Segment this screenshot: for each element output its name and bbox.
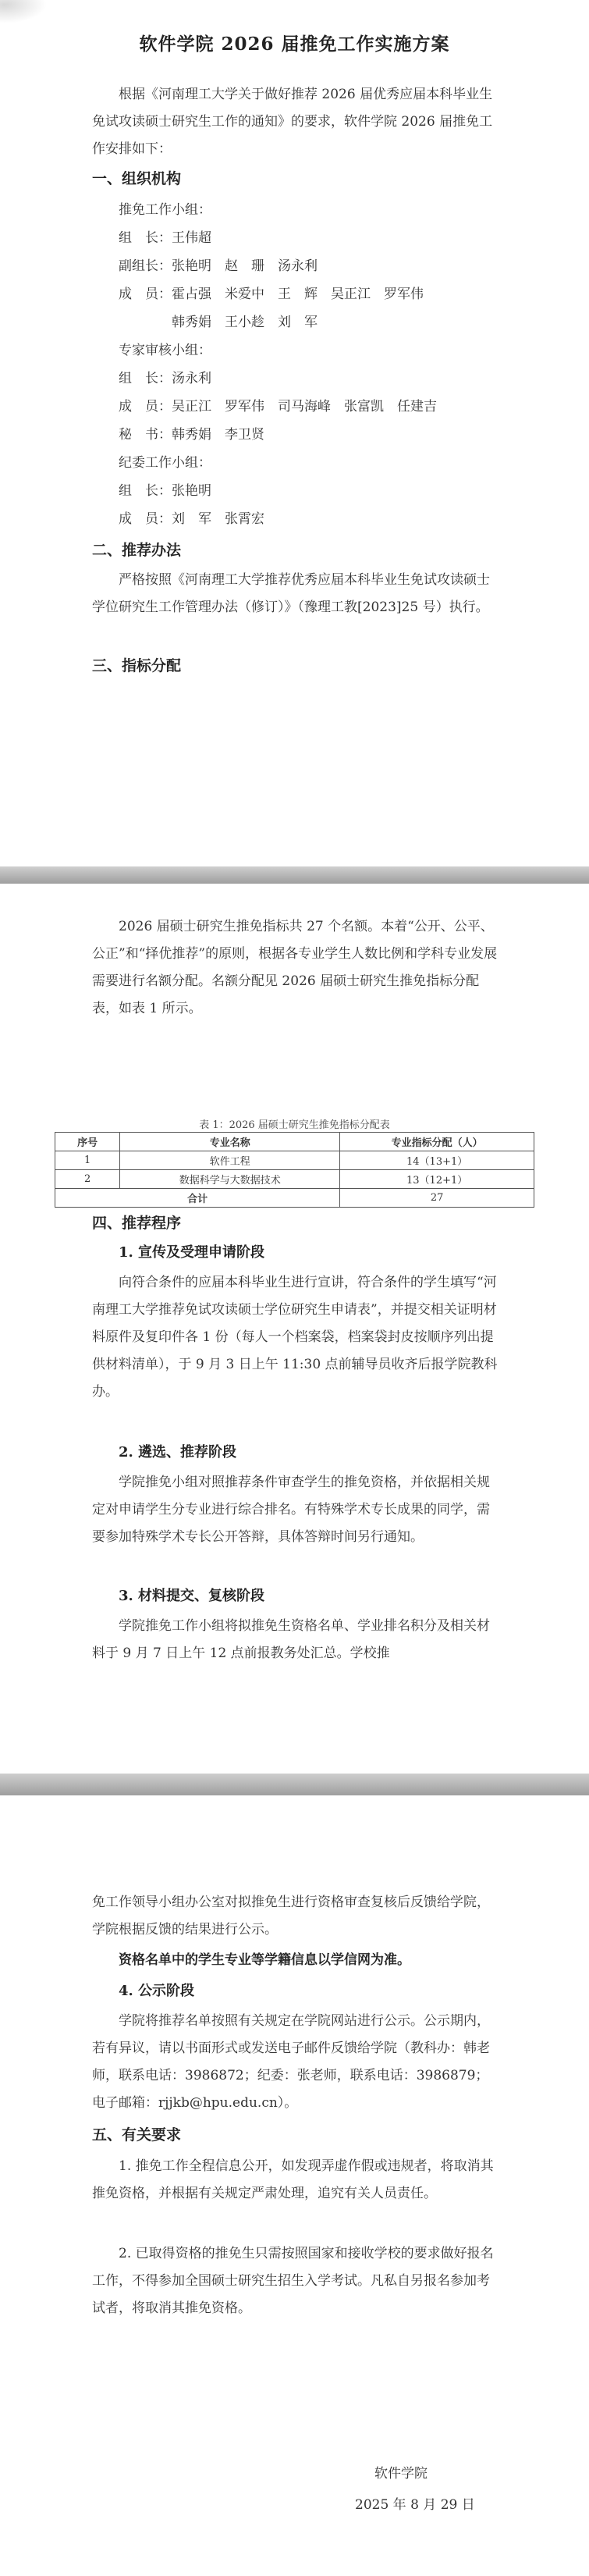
section-2-heading: 二、推荐办法 bbox=[92, 542, 182, 559]
section-5-heading: 五、有关要求 bbox=[92, 2126, 182, 2144]
table-cell: 13（12+1） bbox=[340, 1170, 534, 1189]
section-2-text: 严格按照《河南理工大学推荐优秀应届本科毕业生免试攻读硕士学位研究生工作管理办法（修订）》（豫理工教[2023]25 号）执行。 bbox=[92, 572, 490, 615]
group-3-leader: 组 长：张艳明 bbox=[119, 483, 211, 499]
table-total-value: 27 bbox=[340, 1189, 534, 1208]
group-1-leader: 组 长：王伟超 bbox=[119, 230, 211, 246]
group-2-leader: 组 长：汤永利 bbox=[119, 371, 211, 386]
group-3-members: 成 员：刘 军 张霄宏 bbox=[119, 511, 264, 527]
quota-table bbox=[55, 1132, 534, 1208]
signature-date: 2025 年 8 月 29 日 bbox=[355, 2497, 475, 2513]
step-3-title: 3. 材料提交、复核阶段 bbox=[119, 1588, 265, 1604]
signature-org: 软件学院 bbox=[374, 2466, 428, 2482]
page-corner-shadow bbox=[0, 0, 47, 23]
table-cell: 软件工程 bbox=[120, 1151, 340, 1170]
page-gap bbox=[0, 866, 589, 884]
page-1 bbox=[0, 0, 589, 866]
step-4-title: 4. 公示阶段 bbox=[119, 1983, 195, 1999]
step-1-text: 向符合条件的应届本科毕业生进行宣讲，符合条件的学生填写“河南理工大学推荐免试攻读硕士学位研究生申请表”，并提交相关证明材料原件及复印件各 1 份（每人一个档案袋，档案袋封皮按顺序列出提供材料清单），于 9 月 3 日上午 11:30 点前辅导员收齐后报学院教科办。 bbox=[92, 1275, 498, 1400]
section-1-heading: 一、组织机构 bbox=[92, 170, 182, 187]
group-2-title: 专家审核小组： bbox=[119, 343, 211, 358]
step-2-title: 2. 遴选、推荐阶段 bbox=[119, 1444, 237, 1461]
section-4-heading: 四、推荐程序 bbox=[92, 1215, 182, 1232]
requirement-2: 2. 已取得资格的推免生只需按照国家和接收学校的要求做好报名工作，不得参加全国硕士研究生招生入学考试。凡私自另报名参加考试者，将取消其推免资格。 bbox=[92, 2246, 494, 2316]
group-1-title: 推免工作小组： bbox=[119, 202, 211, 218]
document-title: 软件学院 2026 届推免工作实施方案 bbox=[139, 34, 450, 55]
table-caption: 表 1：2026 届硕士研究生推免指标分配表 bbox=[199, 1119, 390, 1131]
table-header: 专业指标分配（人） bbox=[340, 1133, 534, 1151]
table-row bbox=[55, 1170, 534, 1189]
requirement-1: 1. 推免工作全程信息公开，如发现弄虚作假或违规者，将取消其推免资格，并根据有关规定严肃处理，追究有关人员责任。 bbox=[92, 2158, 494, 2201]
page-3 bbox=[0, 1795, 589, 2576]
table-cell: 1 bbox=[55, 1151, 120, 1170]
table-header: 专业名称 bbox=[120, 1133, 340, 1151]
group-3-title: 纪委工作小组： bbox=[119, 455, 211, 471]
step-4-text: 学院将推荐名单按照有关规定在学院网站进行公示。公示期内，若有异议，请以书面形式或发送电子邮件反馈给学院（教科办：韩老师，联系电话：3986872；纪委：张老师，联系电话：3986879；电子邮箱：rjjkb@hpu.edu.cn）。 bbox=[92, 2013, 490, 2111]
group-1-vice: 副组长：张艳明 赵 珊 汤永利 bbox=[119, 258, 318, 274]
group-1-members: 成 员：霍占强 米爱中 王 辉 吴正江 罗军伟 bbox=[119, 286, 424, 302]
section-3-heading: 三、指标分配 bbox=[92, 657, 182, 674]
intro-paragraph: 根据《河南理工大学关于做好推荐 2026 届优秀应届本科毕业生免试攻读硕士研究生工作的通知》的要求，软件学院 2026 届推免工作安排如下： bbox=[92, 87, 493, 157]
table-row bbox=[55, 1151, 534, 1170]
table-cell: 2 bbox=[55, 1170, 120, 1189]
table-total-row bbox=[55, 1189, 534, 1208]
step-3-text: 学院推免工作小组将拟推免生资格名单、学业排名积分及相关材料于 9 月 7 日上午 12 点前报教务处汇总。学校推 bbox=[92, 1618, 490, 1661]
table-total-label: 合计 bbox=[55, 1189, 340, 1208]
step-2-text: 学院推免小组对照推荐条件审查学生的推免资格，并依据相关规定对申请学生分专业进行综合排名。有特殊学术专长成果的同学，需要参加特殊学术专长公开答辩，具体答辩时间另行通知。 bbox=[92, 1475, 490, 1545]
step-3-text-cont: 免工作领导小组办公室对拟推免生进行资格审查复核后反馈给学院，学院根据反馈的结果进行公示。 bbox=[92, 1895, 490, 1937]
table-header-row bbox=[55, 1133, 534, 1151]
group-2-secretary: 秘 书：韩秀娟 李卫贤 bbox=[119, 427, 264, 443]
section-3-text: 2026 届硕士研究生推免指标共 27 个名额。本着“公开、公平、公正”和“择优推荐”的原则，根据各专业学生人数比例和学科专业发展需要进行名额分配。名额分配见 2026 届硕士研究生推免指标分配表，如表 1 所示。 bbox=[92, 919, 498, 1016]
group-1-members-cont: 韩秀娟 王小趁 刘 军 bbox=[172, 315, 318, 330]
table-header: 序号 bbox=[55, 1133, 120, 1151]
page-2 bbox=[0, 884, 589, 1774]
group-2-members: 成 员：吴正江 罗军伟 司马海峰 张富凯 任建吉 bbox=[119, 399, 437, 415]
page-gap bbox=[0, 1774, 589, 1795]
step-3-note: 资格名单中的学生专业等学籍信息以学信网为准。 bbox=[119, 1952, 410, 1968]
step-1-title: 1. 宣传及受理申请阶段 bbox=[119, 1244, 265, 1261]
table-cell: 数据科学与大数据技术 bbox=[120, 1170, 340, 1189]
table-cell: 14（13+1） bbox=[340, 1151, 534, 1170]
